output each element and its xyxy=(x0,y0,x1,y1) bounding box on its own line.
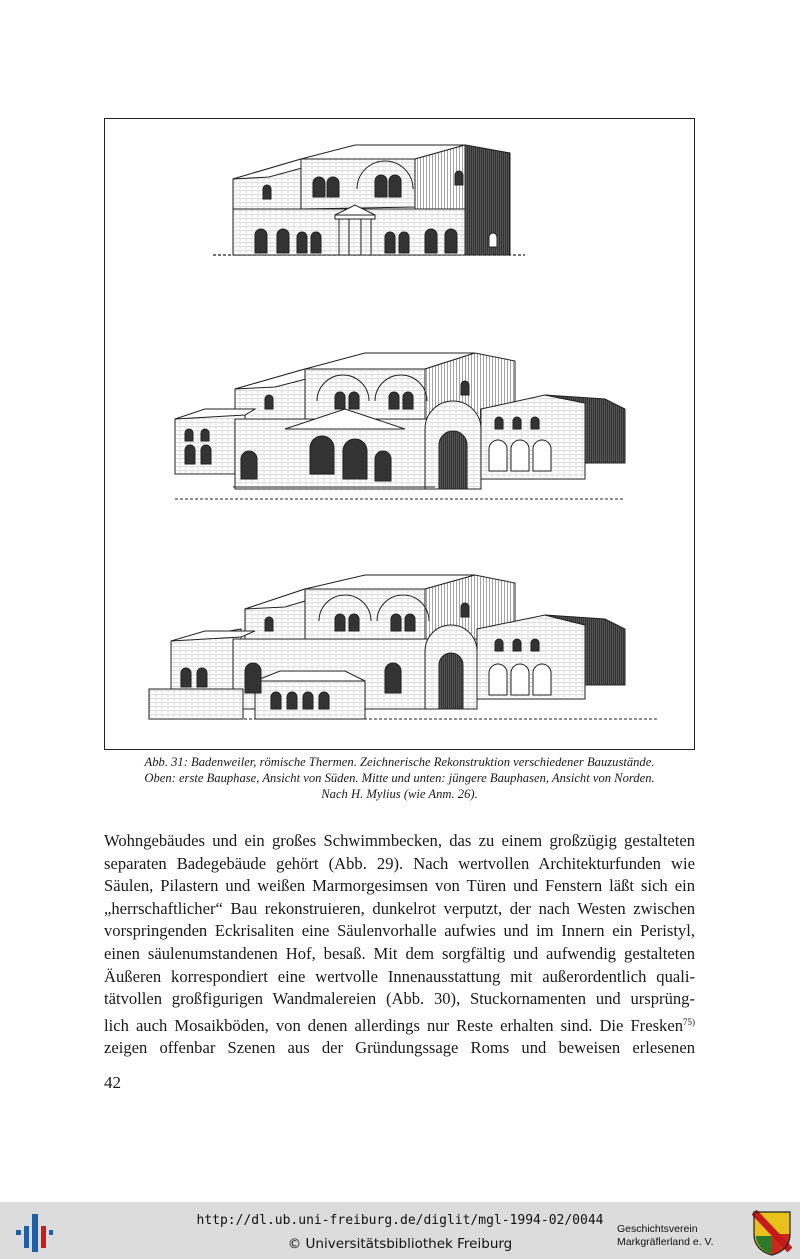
text-line: tätvollen großfigurigen Wandmalereien (Abb. 30), Stuckornamenten und ursprüng- xyxy=(104,989,695,1009)
drawing-later-phase-1 xyxy=(175,353,625,499)
figure-frame xyxy=(104,118,695,750)
drawing-later-phase-2 xyxy=(149,575,659,719)
footnote-reference[interactable]: 75) xyxy=(683,1016,695,1027)
drawing-first-phase xyxy=(213,145,525,255)
page-number: 42 xyxy=(104,1073,121,1092)
body-paragraph xyxy=(104,830,695,1060)
text-line: lich auch Mosaikböden, von denen allerdings nur Reste erhalten sind. Die Fresken xyxy=(104,1015,683,1035)
text-line: Wohngebäudes und ein großes Schwimmbecken, das zu einem großzügig gestalteten xyxy=(104,831,695,850)
text-line: einen säulenumstandenen Hof, besaß. Mit dem sorgfältig und aufwendig gestalteten xyxy=(104,943,695,963)
reconstruction-drawings xyxy=(105,119,696,751)
copyright-text: © Universitätsbibliothek Freiburg xyxy=(287,1236,513,1252)
text-line: „herrschaftlicher“ Bau rekonstruieren, dunkelrot verputzt, der nach Westen zwischen xyxy=(104,898,695,918)
caption-line: Abb. 31: Badenweiler, römische Thermen. Zeichnerische Rekonstruktion verschiedener Bauzustände. xyxy=(144,755,655,769)
coat-of-arms-icon xyxy=(752,1210,792,1256)
footer-bar xyxy=(0,1202,800,1259)
society-name-line: Geschichtsverein xyxy=(617,1223,698,1235)
text-line: separaten Badegebäude gehört (Abb. 29). Nach wertvollen Architekturfunden wie xyxy=(104,853,695,873)
figure-caption xyxy=(104,754,695,802)
text-line: Säulen, Pilastern und weißen Marmorgesimsen von Türen und Fenstern läßt sich ein xyxy=(104,876,695,896)
text-line-with-footnote xyxy=(104,1011,695,1038)
caption-line: Nach H. Mylius (wie Anm. 26). xyxy=(321,787,478,801)
text-line: vorspringenden Eckrisaliten eine Säulenvorhalle aufwies und im Innern ein Peristyl, xyxy=(104,921,695,941)
caption-line: Oben: erste Bauphase, Ansicht von Süden. Mitte und unten: jüngere Bauphasen, Ansicht von Norden. xyxy=(144,771,655,785)
source-url-link[interactable]: http://dl.ub.uni-freiburg.de/diglit/mgl-1994-02/0044 xyxy=(196,1213,604,1228)
society-name-line: Markgräflerland e. V. xyxy=(617,1236,714,1248)
text-line: Äußeren korrespondiert eine wertvolle Innenausstattung mit außerordentlich quali- xyxy=(104,966,695,986)
text-line: zeigen offenbar Szenen aus der Gründungssage Roms und beweisen erlesenen xyxy=(104,1038,695,1058)
society-name xyxy=(617,1223,714,1249)
